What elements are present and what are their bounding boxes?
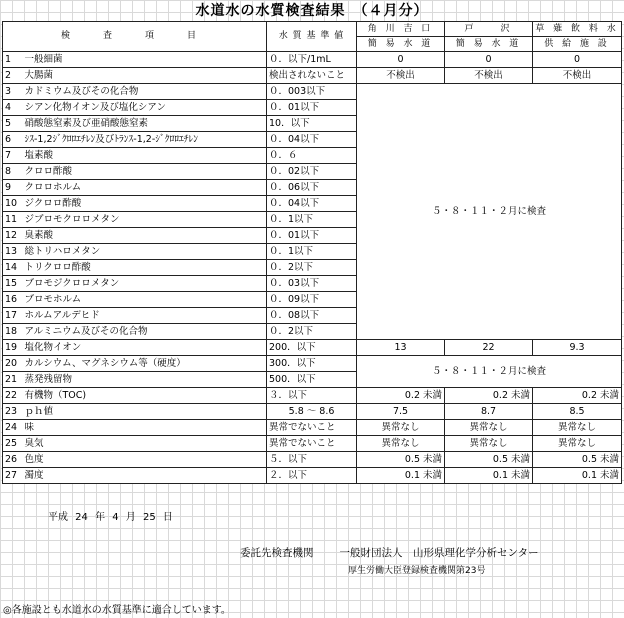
row-standard: ０．01以下	[267, 228, 357, 244]
merged-schedule-note: ５・８・１１・２月に検査	[357, 356, 622, 388]
row-item: 味	[23, 420, 267, 436]
row-number: 13	[3, 244, 23, 260]
row-item: トリクロロ酢酸	[23, 260, 267, 276]
row-number: 11	[3, 212, 23, 228]
row-number: 7	[3, 148, 23, 164]
table-row	[3, 340, 622, 356]
row-number: 21	[3, 372, 23, 388]
row-value-facility-2: 0.5 未満	[445, 452, 533, 468]
row-value-facility-2: 8.7	[445, 404, 533, 420]
table-row	[3, 68, 622, 84]
row-standard: ０．08以下	[267, 308, 357, 324]
row-item: 色度	[23, 452, 267, 468]
header-facility-2-line1: 戸 沢	[445, 22, 533, 37]
table-row	[3, 436, 622, 452]
row-standard: 10．以下	[267, 116, 357, 132]
row-standard: ０．01以下	[267, 100, 357, 116]
row-standard: ０．以下/1mL	[267, 52, 357, 68]
row-number: 10	[3, 196, 23, 212]
row-value-facility-3: 9.3	[533, 340, 622, 356]
row-standard: ０．04以下	[267, 132, 357, 148]
row-item: ブロモホルム	[23, 292, 267, 308]
row-standard: ０．1以下	[267, 212, 357, 228]
results-table-body	[3, 22, 622, 484]
page-title: 水道水の水質検査結果 （４月分）	[195, 3, 429, 19]
row-item: 濁度	[23, 468, 267, 484]
row-number: 23	[3, 404, 23, 420]
row-value-facility-1: 13	[357, 340, 445, 356]
row-standard: ０．03以下	[267, 276, 357, 292]
row-number: 3	[3, 84, 23, 100]
row-number: 26	[3, 452, 23, 468]
row-standard: ０．06以下	[267, 180, 357, 196]
agency-name: 一般財団法人 山形県理化学分析センター	[339, 547, 539, 559]
header-facility-2-line2: 簡 易 水 道	[445, 37, 533, 52]
row-item: ジクロロ酢酸	[23, 196, 267, 212]
row-value-facility-3: 異常なし	[533, 436, 622, 452]
row-value-facility-3: 8.5	[533, 404, 622, 420]
row-number: 12	[3, 228, 23, 244]
row-standard: 異常でないこと	[267, 436, 357, 452]
row-number: 14	[3, 260, 23, 276]
header-facility-1-line2: 簡 易 水 道	[357, 37, 445, 52]
row-standard: 300．以下	[267, 356, 357, 372]
row-standard: ２．以下	[267, 468, 357, 484]
row-value-facility-3: 0.2 未満	[533, 388, 622, 404]
table-row	[3, 356, 622, 372]
row-value-facility-2: 不検出	[445, 68, 533, 84]
row-number: 17	[3, 308, 23, 324]
row-item: ｼｽ-1,2ｼﾞｸﾛﾛｴﾁﾚﾝ及びﾄﾗﾝｽ-1,2-ｼﾞｸﾛﾛｴﾁﾚﾝ	[23, 132, 267, 148]
row-standard: 200．以下	[267, 340, 357, 356]
row-number: 4	[3, 100, 23, 116]
row-number: 16	[3, 292, 23, 308]
table-row	[3, 452, 622, 468]
row-standard: ０．003以下	[267, 84, 357, 100]
row-item: 大腸菌	[23, 68, 267, 84]
row-item: クロロ酢酸	[23, 164, 267, 180]
row-value-facility-1: 0	[357, 52, 445, 68]
row-value-facility-2: 0	[445, 52, 533, 68]
registration-number: 厚生労働大臣登録検査機関第23号	[348, 566, 486, 576]
row-item: ブロモジクロロメタン	[23, 276, 267, 292]
row-number: 27	[3, 468, 23, 484]
header-item: 検 査 項 目	[3, 22, 267, 52]
row-value-facility-2: 22	[445, 340, 533, 356]
row-item: カドミウム及びその化合物	[23, 84, 267, 100]
row-number: 25	[3, 436, 23, 452]
table-row	[3, 404, 622, 420]
table-header-row	[3, 22, 622, 37]
table-row	[3, 468, 622, 484]
row-standard: ５．以下	[267, 452, 357, 468]
row-number: 15	[3, 276, 23, 292]
row-item: ジブロモクロロメタン	[23, 212, 267, 228]
table-row	[3, 388, 622, 404]
row-value-facility-1: 0.1 未満	[357, 468, 445, 484]
row-item: 総トリハロメタン	[23, 244, 267, 260]
row-item: アルミニウム及びその化合物	[23, 324, 267, 340]
row-number: 20	[3, 356, 23, 372]
row-value-facility-1: 異常なし	[357, 436, 445, 452]
header-facility-1-line1: 角 川 吉 口	[357, 22, 445, 37]
row-number: 24	[3, 420, 23, 436]
row-value-facility-3: 0	[533, 52, 622, 68]
row-item: ホルムアルデヒド	[23, 308, 267, 324]
row-standard: 500．以下	[267, 372, 357, 388]
row-standard: ０．2以下	[267, 260, 357, 276]
row-value-facility-2: 0.1 未満	[445, 468, 533, 484]
row-item: 蒸発残留物	[23, 372, 267, 388]
row-item: 有機物（TOC)	[23, 388, 267, 404]
row-item: シアン化物イオン及び塩化シアン	[23, 100, 267, 116]
row-item: カルシウム、マグネシウム等（硬度）	[23, 356, 267, 372]
row-standard: 5.8 ～ 8.6	[267, 404, 357, 420]
row-value-facility-3: 異常なし	[533, 420, 622, 436]
header-standard: 水 質 基 準 値	[267, 22, 357, 52]
row-number: 8	[3, 164, 23, 180]
row-value-facility-2: 異常なし	[445, 420, 533, 436]
row-standard: ０．09以下	[267, 292, 357, 308]
row-value-facility-3: 0.5 未満	[533, 452, 622, 468]
table-row	[3, 84, 622, 100]
row-item: 塩素酸	[23, 148, 267, 164]
row-item: クロロホルム	[23, 180, 267, 196]
row-value-facility-2: 0.2 未満	[445, 388, 533, 404]
row-number: 9	[3, 180, 23, 196]
report-date: 平成 24 年 4 月 25 日	[48, 512, 173, 523]
row-item: 塩化物イオン	[23, 340, 267, 356]
row-item: 臭気	[23, 436, 267, 452]
row-value-facility-2: 異常なし	[445, 436, 533, 452]
header-facility-3-line2: 供 給 施 設	[533, 37, 622, 52]
row-standard: ３．以下	[267, 388, 357, 404]
row-number: 5	[3, 116, 23, 132]
header-facility-3-line1: 草 薙 飲 料 水	[533, 22, 622, 37]
row-value-facility-1: 異常なし	[357, 420, 445, 436]
row-value-facility-3: 不検出	[533, 68, 622, 84]
row-item: 臭素酸	[23, 228, 267, 244]
row-number: 6	[3, 132, 23, 148]
results-table	[2, 21, 622, 484]
merged-schedule-note: ５・８・１１・２月に検査	[357, 84, 622, 340]
row-standard: 異常でないこと	[267, 420, 357, 436]
row-standard: ０．2以下	[267, 324, 357, 340]
agency-line	[240, 545, 565, 560]
row-number: 18	[3, 324, 23, 340]
agency-label: 委託先検査機関	[240, 547, 314, 559]
row-standard: ０．04以下	[267, 196, 357, 212]
footnote: ◎各施設とも水道水の水質基準に適合しています。	[3, 605, 231, 616]
row-number: 22	[3, 388, 23, 404]
table-row	[3, 52, 622, 68]
row-item: 硝酸態窒素及び亜硝酸態窒素	[23, 116, 267, 132]
row-value-facility-3: 0.1 未満	[533, 468, 622, 484]
row-number: 1	[3, 52, 23, 68]
row-value-facility-1: 不検出	[357, 68, 445, 84]
row-value-facility-1: 0.5 未満	[357, 452, 445, 468]
row-item: ｐｈ値	[23, 404, 267, 420]
row-standard: 検出されないこと	[267, 68, 357, 84]
row-value-facility-1: 0.2 未満	[357, 388, 445, 404]
row-number: 19	[3, 340, 23, 356]
row-number: 2	[3, 68, 23, 84]
row-standard: ０．1以下	[267, 244, 357, 260]
row-standard: ０．02以下	[267, 164, 357, 180]
row-standard: ０．６	[267, 148, 357, 164]
row-item: 一般細菌	[23, 52, 267, 68]
table-row	[3, 420, 622, 436]
row-value-facility-1: 7.5	[357, 404, 445, 420]
